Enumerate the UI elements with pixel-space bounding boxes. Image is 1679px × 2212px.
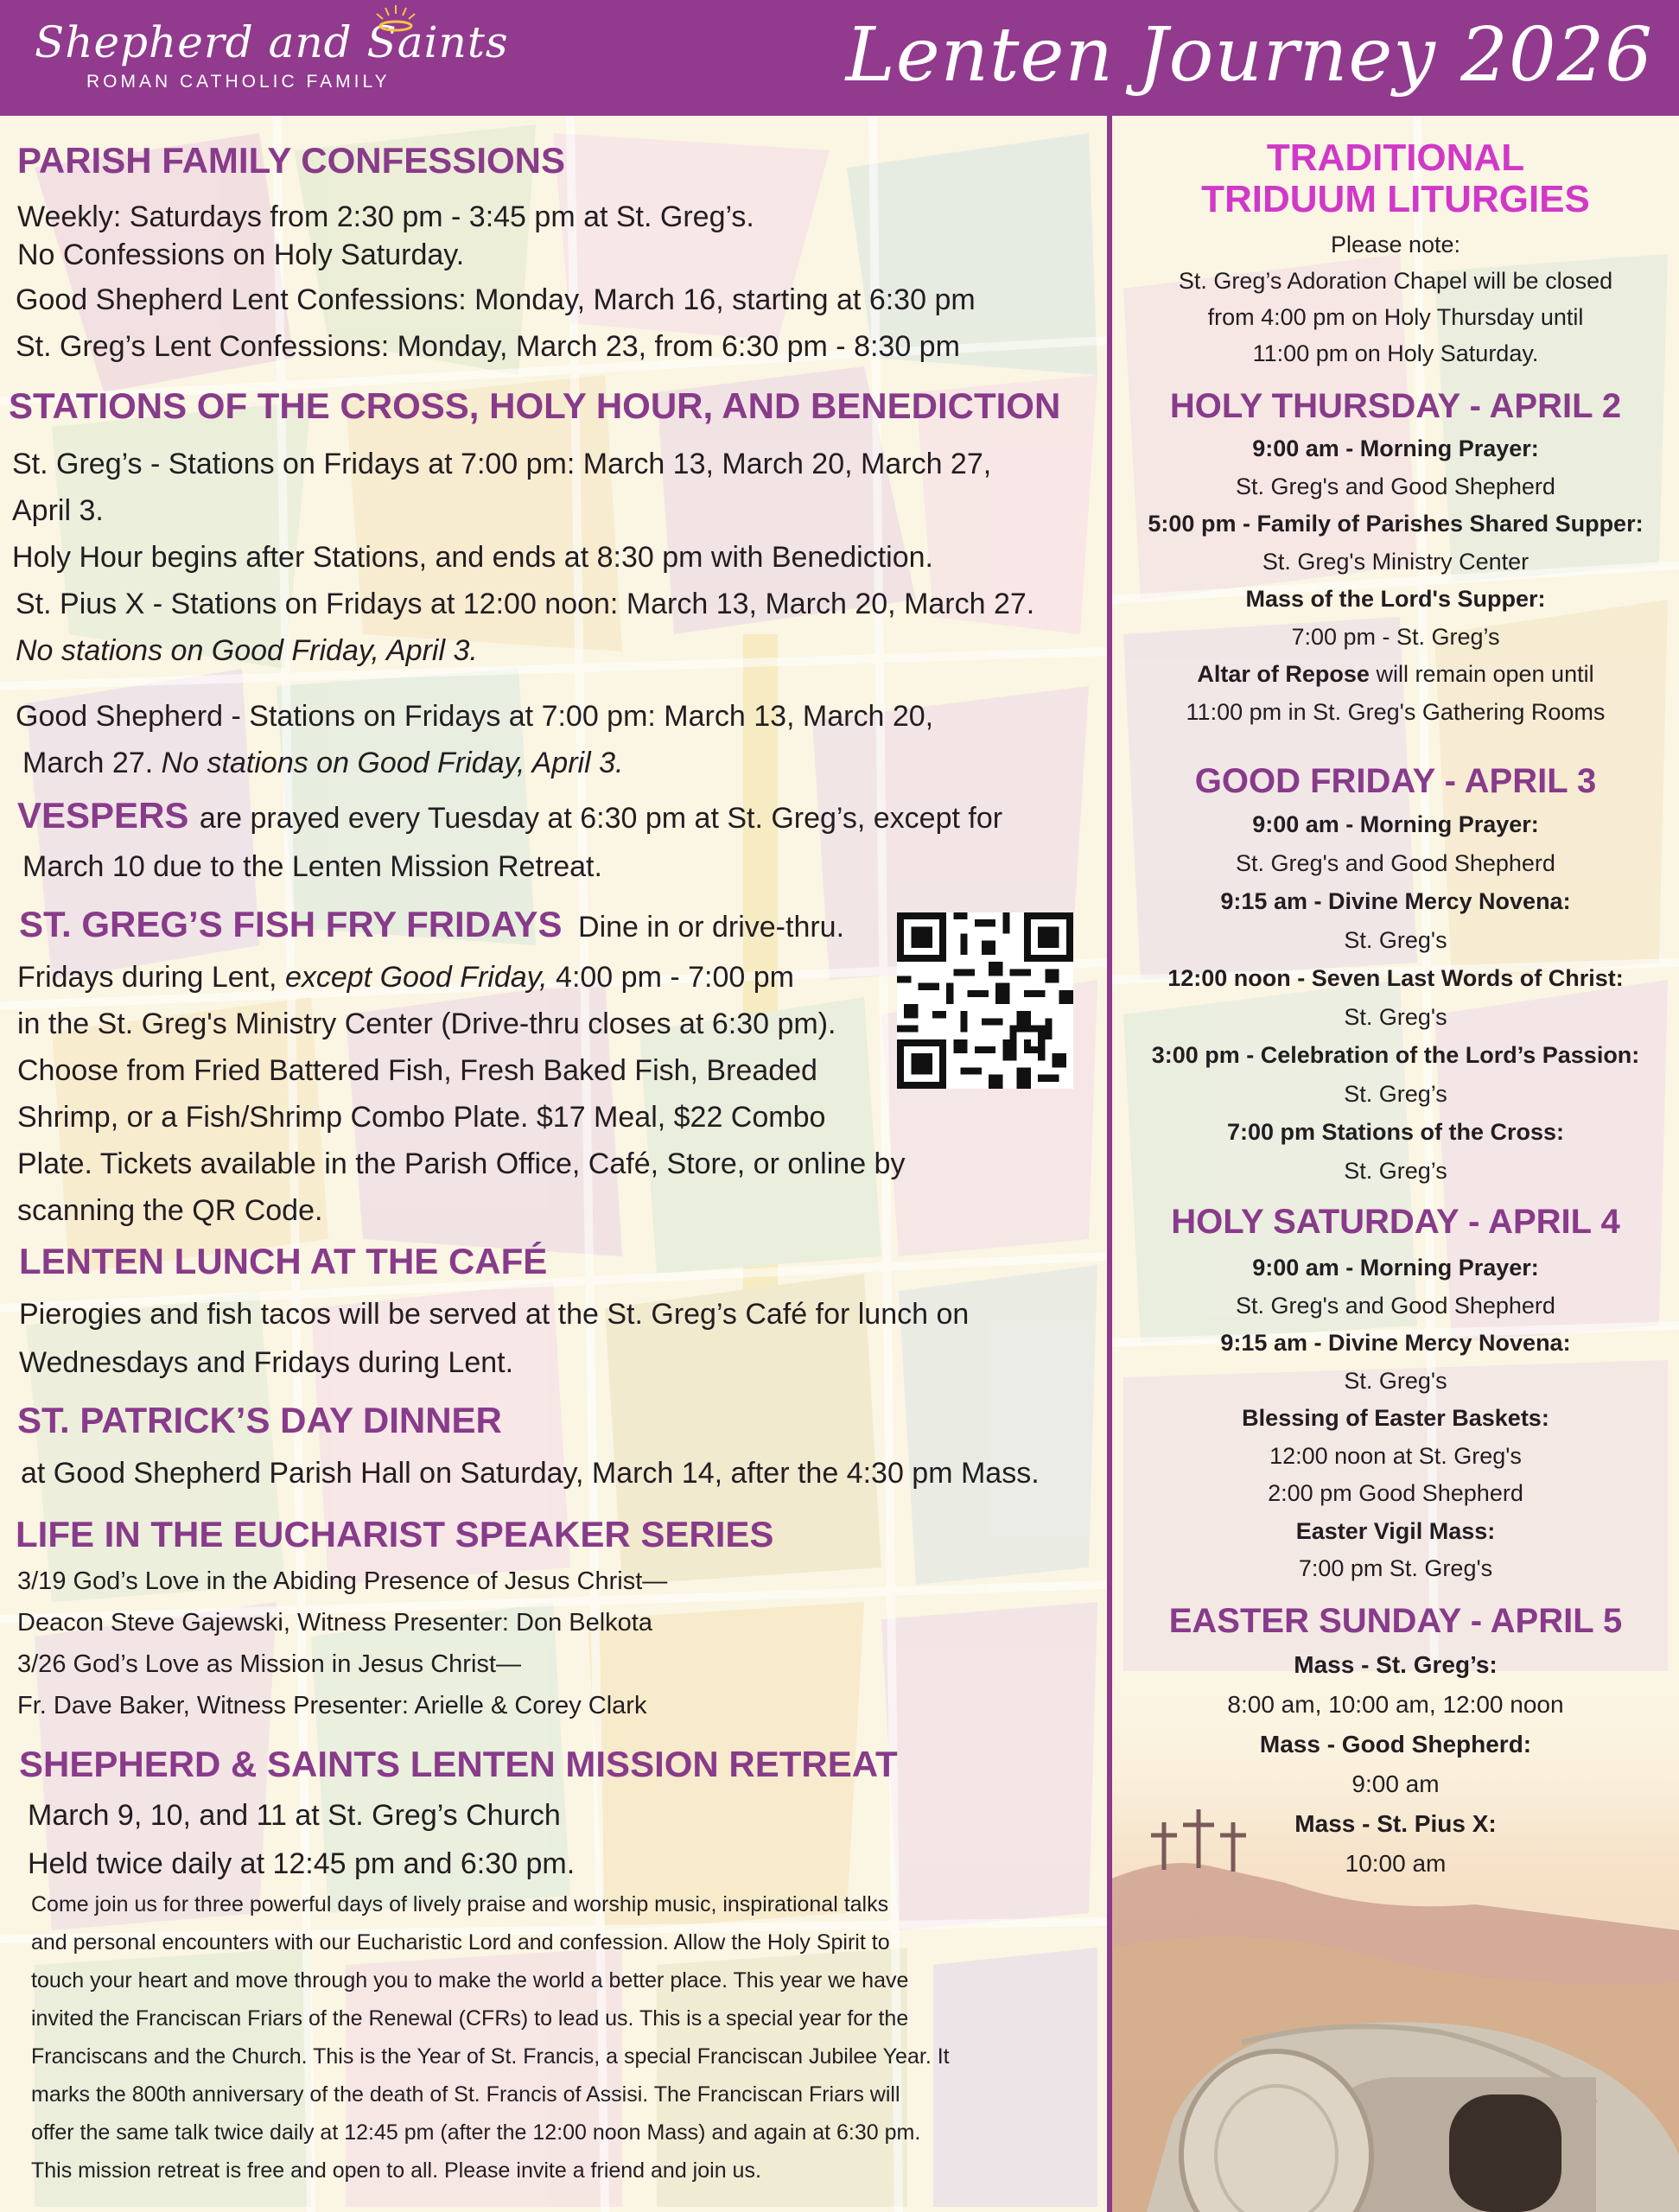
schedule-location: 11:00 pm in St. Greg's Gathering Rooms xyxy=(1186,698,1606,725)
good-friday-schedule xyxy=(1112,805,1679,1190)
schedule-time: Blessing of Easter Baskets: xyxy=(1242,1405,1549,1431)
stations-line: St. Pius X - Stations on Fridays at 12:00 noon: March 13, March 20, March 27. xyxy=(16,588,1035,620)
schedule-time: Easter Vigil Mass: xyxy=(1295,1517,1496,1544)
patrick-heading: ST. PATRICK’S DAY DINNER xyxy=(17,1400,502,1440)
fishfry-line: Plate. Tickets available in the Parish Office, Café, Store, or online by xyxy=(17,1147,906,1180)
vespers-heading: VESPERS xyxy=(17,795,189,836)
holy-thursday-schedule xyxy=(1112,430,1679,731)
fishfry-inline: Dine in or drive-thru. xyxy=(578,911,845,944)
schedule-location: St. Greg’s xyxy=(1344,1157,1447,1184)
schedule-location: St. Greg's and Good Shepherd xyxy=(1236,849,1555,876)
lunch-heading: LENTEN LUNCH AT THE CAFÉ xyxy=(19,1241,548,1281)
stations-line: Holy Hour begins after Stations, and ends at 8:30 pm with Benediction. xyxy=(12,541,933,574)
schedule-time: 7:00 pm Stations of the Cross: xyxy=(1226,1119,1565,1145)
stations-line: Good Shepherd - Stations on Fridays at 7:00 pm: March 13, March 20, xyxy=(16,700,934,733)
stations-line: March 27. xyxy=(22,747,154,779)
retreat-heading: SHEPHERD & SAINTS LENTEN MISSION RETREAT xyxy=(19,1744,898,1784)
vespers-line: March 10 due to the Lenten Mission Retreat. xyxy=(22,850,602,883)
schedule-location: 10:00 am xyxy=(1345,1850,1447,1877)
speaker-line: 3/19 God’s Love in the Abiding Presence of Jesus Christ— xyxy=(17,1567,668,1595)
lunch-line: Wednesdays and Fridays during Lent. xyxy=(19,1346,514,1379)
stations-line: April 3. xyxy=(12,494,104,527)
schedule-location: St. Greg's xyxy=(1344,926,1447,953)
retreat-body-line: touch your heart and move through you to make the world a better place. This year we have xyxy=(31,1968,909,1993)
schedule-location: St. Greg's xyxy=(1344,1003,1447,1030)
brand-subtitle: ROMAN CATHOLIC FAMILY xyxy=(86,72,391,92)
retreat-body-line: This mission retreat is free and open to all. Please invite a friend and join us. xyxy=(31,2158,761,2183)
retreat-body-line: and personal encounters with our Eucharistic Lord and confession. Allow the Holy Spirit to xyxy=(31,1930,890,1955)
schedule-location: will remain open until xyxy=(1369,661,1594,687)
stations-heading: STATIONS OF THE CROSS, HOLY HOUR, AND BENEDICTION xyxy=(9,385,1061,426)
retreat-line: Held twice daily at 12:45 pm and 6:30 pm. xyxy=(28,1847,576,1880)
retreat-body-line: Come join us for three powerful days of lively praise and worship music, inspirational talks xyxy=(31,1892,889,1916)
triduum-note: 11:00 pm on Holy Saturday. xyxy=(1252,340,1539,366)
schedule-location: 9:00 am xyxy=(1351,1770,1440,1797)
fishfry-heading: ST. GREG’S FISH FRY FRIDAYS xyxy=(19,904,563,944)
brand-name: Shepherd and Saints xyxy=(35,17,509,67)
confessions-line: Good Shepherd Lent Confessions: Monday, March 16, starting at 6:30 pm xyxy=(16,283,976,316)
retreat-body-line: Franciscans and the Church. This is the Year of St. Francis, a special Franciscan Jubilee Year. It xyxy=(31,2044,950,2069)
triduum-note: Please note: xyxy=(1330,232,1461,257)
altar-of-repose: Altar of Repose xyxy=(1197,661,1370,687)
left-column xyxy=(0,116,1107,2212)
stations-note: No stations on Good Friday, April 3. xyxy=(16,634,478,667)
schedule-time: 9:00 am - Morning Prayer: xyxy=(1252,1255,1539,1281)
schedule-location: 8:00 am, 10:00 am, 12:00 noon xyxy=(1227,1691,1564,1718)
schedule-time: 9:15 am - Divine Mercy Novena: xyxy=(1220,1330,1571,1356)
fishfry-hours: 4:00 pm - 7:00 pm xyxy=(556,961,794,994)
schedule-location: 7:00 pm St. Greg's xyxy=(1298,1555,1493,1581)
confessions-line: No Confessions on Holy Saturday. xyxy=(17,238,465,271)
speaker-line: 3/26 God’s Love as Mission in Jesus Christ— xyxy=(17,1650,521,1678)
fishfry-exception: except Good Friday, xyxy=(284,961,548,994)
column-divider xyxy=(1107,116,1112,2212)
confessions-line: Weekly: Saturdays from 2:30 pm - 3:45 pm at St. Greg’s. xyxy=(17,200,754,233)
retreat-line: March 9, 10, and 11 at St. Greg’s Church xyxy=(28,1799,561,1832)
triduum-note: St. Greg’s Adoration Chapel will be closed xyxy=(1178,268,1613,294)
fishfry-line: scanning the QR Code. xyxy=(17,1194,323,1227)
schedule-time: Mass - Good Shepherd: xyxy=(1259,1731,1532,1758)
triduum-title-line2: TRIDUUM LITURGIES xyxy=(1201,178,1590,220)
schedule-time: 5:00 pm - Family of Parishes Shared Supper: xyxy=(1148,511,1644,537)
schedule-time: Mass of the Lord's Supper: xyxy=(1245,586,1546,612)
schedule-location: 12:00 noon at St. Greg's xyxy=(1269,1442,1522,1469)
page-header xyxy=(0,0,1679,116)
easter-sunday-schedule xyxy=(1112,1645,1679,1884)
schedule-location: St. Greg's and Good Shepherd xyxy=(1236,473,1555,499)
schedule-time: 3:00 pm - Celebration of the Lord’s Passion: xyxy=(1151,1042,1640,1068)
schedule-time: 9:00 am - Morning Prayer: xyxy=(1252,811,1539,837)
holy-thursday-heading: HOLY THURSDAY - APRIL 2 xyxy=(1169,387,1622,425)
holy-saturday-heading: HOLY SATURDAY - APRIL 4 xyxy=(1171,1203,1620,1241)
schedule-time: 9:00 am - Morning Prayer: xyxy=(1252,435,1539,461)
schedule-time: Mass - St. Greg’s: xyxy=(1294,1651,1498,1678)
halo-icon xyxy=(370,3,422,38)
qr-code-icon[interactable] xyxy=(897,912,1073,1089)
holy-saturday-schedule xyxy=(1112,1249,1679,1588)
fishfry-line: Choose from Fried Battered Fish, Fresh Baked Fish, Breaded xyxy=(17,1054,817,1087)
right-column xyxy=(1112,116,1679,2212)
retreat-body-line: invited the Franciscan Friars of the Renewal (CFRs) to lead us. This is a special year for the xyxy=(31,2006,909,2031)
schedule-location: 7:00 pm - St. Greg’s xyxy=(1291,623,1500,650)
schedule-location: St. Greg's Ministry Center xyxy=(1262,548,1530,575)
lunch-line: Pierogies and fish tacos will be served at the St. Greg’s Café for lunch on xyxy=(19,1298,970,1331)
schedule-location: St. Greg's and Good Shepherd xyxy=(1236,1292,1555,1319)
fishfry-line: Fridays during Lent, xyxy=(17,961,277,994)
schedule-time: 9:15 am - Divine Mercy Novena: xyxy=(1220,888,1571,914)
retreat-body-line: offer the same talk twice daily at 12:45 pm (after the 12:00 noon Mass) and again at 6:30 pm. xyxy=(31,2120,921,2145)
stations-note: No stations on Good Friday, April 3. xyxy=(161,747,624,779)
retreat-body-line: marks the 800th anniversary of the death of St. Francis of Assisi. The Franciscan Friars will xyxy=(31,2082,900,2107)
schedule-time: Mass - St. Pius X: xyxy=(1294,1810,1497,1837)
patrick-line: at Good Shepherd Parish Hall on Saturday, March 14, after the 4:30 pm Mass. xyxy=(21,1457,1040,1490)
stations-line: St. Greg’s - Stations on Fridays at 7:00 pm: March 13, March 20, March 27, xyxy=(12,448,992,480)
good-friday-heading: GOOD FRIDAY - APRIL 3 xyxy=(1194,762,1597,800)
schedule-location: St. Greg’s xyxy=(1344,1080,1447,1107)
confessions-line: St. Greg’s Lent Confessions: Monday, March 23, from 6:30 pm - 8:30 pm xyxy=(16,330,960,363)
triduum-title-line1: TRADITIONAL xyxy=(1266,137,1525,179)
fishfry-line: Shrimp, or a Fish/Shrimp Combo Plate. $17 Meal, $22 Combo xyxy=(17,1101,826,1134)
easter-sunday-heading: EASTER SUNDAY - APRIL 5 xyxy=(1168,1602,1623,1640)
schedule-time: 12:00 noon - Seven Last Words of Christ: xyxy=(1167,965,1624,991)
confessions-heading: PARISH FAMILY CONFESSIONS xyxy=(17,140,565,181)
vespers-line: are prayed every Tuesday at 6:30 pm at St. Greg’s, except for xyxy=(199,802,1003,835)
speaker-heading: LIFE IN THE EUCHARIST SPEAKER SERIES xyxy=(16,1514,774,1554)
schedule-location: 2:00 pm Good Shepherd xyxy=(1268,1480,1523,1506)
triduum-note: from 4:00 pm on Holy Thursday until xyxy=(1207,304,1584,330)
page-title: Lenten Journey 2026 xyxy=(845,12,1653,99)
speaker-line: Deacon Steve Gajewski, Witness Presenter: Don Belkota xyxy=(17,1609,652,1637)
speaker-line: Fr. Dave Baker, Witness Presenter: Arielle & Corey Clark xyxy=(17,1692,647,1719)
fishfry-line: in the St. Greg's Ministry Center (Drive-thru closes at 6:30 pm). xyxy=(17,1007,836,1040)
schedule-location: St. Greg's xyxy=(1344,1367,1447,1394)
